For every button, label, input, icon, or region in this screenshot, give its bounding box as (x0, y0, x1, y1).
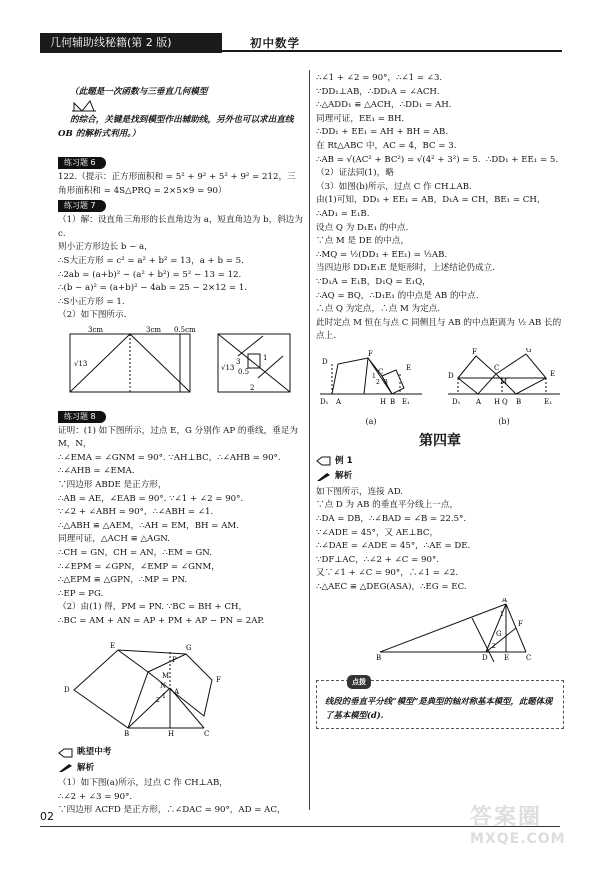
analysis-label: 解析 (335, 471, 353, 482)
exercise-6-text: 122.（提示：正方形面积和 = 5² + 9² + 5² + 9² = 212，三角形面积和 = 4S△PRQ = 2×5×9 = 90） (58, 172, 296, 196)
fig-b-label: G (526, 347, 532, 354)
fig-a-label: A (336, 397, 342, 406)
fig7-label: 1 (263, 354, 268, 362)
fig-b-label: A (476, 397, 482, 406)
fig8-label: 2 (156, 696, 160, 704)
solution-line: ∵∠ADE = 45°，又 AE⊥BC， (316, 527, 439, 538)
ex7-line: ∴(b − a)² = (a+b)² − 4ab = 25 − 2×12 = 1. (58, 283, 248, 294)
fig-c-label: F (518, 619, 523, 628)
pencil-icon (316, 472, 332, 482)
ex7-line: （2）如下图所示. (58, 310, 127, 321)
ex8-line: 证明：(1) 如下图所示，过点 E，G 分别作 AP 的垂线，垂足为 M，N， (58, 425, 301, 450)
fig-a-label: 1 (372, 372, 376, 380)
fig7-label: 3cm (88, 326, 104, 334)
fig-a-label: H (380, 397, 387, 406)
ex8-line: ∴∠EMA = ∠GNM = 90°. ∵AH⊥BC，∴∠AHB = 90°. (58, 452, 281, 463)
proof-line: ∴AQ = BQ，∴D₁E₁ 的中点是 AB 的中点. (316, 290, 479, 301)
fig-a-label: E (406, 363, 412, 372)
fig-b-label: M (500, 377, 508, 386)
page-number: 02 (40, 810, 54, 823)
fig8-label: 1 (162, 692, 166, 700)
proof-line: ∵DD₁⊥AB，∴DD₁A = ∠ACH. (316, 86, 440, 97)
fig8-label: E (110, 641, 116, 650)
watermark (470, 800, 580, 855)
proof-line: 设点 Q 为 D₁E₁ 的中点. (316, 222, 409, 233)
answer-line: ∴∠2 + ∠3 = 90°. (58, 791, 133, 802)
exercise-6-badge: 练习题 6 (58, 157, 106, 169)
exercise-7-badge: 练习题 7 (58, 200, 106, 212)
fig8-label: F (216, 675, 221, 684)
fig8-label: A (174, 687, 180, 696)
fig-b-label: F (472, 347, 477, 356)
tip-tag: 点拨 (347, 675, 371, 689)
section-label-row (58, 746, 304, 760)
fig-c-label: A (502, 597, 508, 604)
exercise-8-solution (58, 425, 304, 629)
example-label-row (316, 455, 564, 469)
fig8-label: M (162, 671, 170, 680)
analysis-label-row (58, 762, 304, 776)
ex8-line: ∴△ABH ≌ △AEM，∴AH = EM，BH = AM. (58, 520, 239, 531)
answer-line: ∵四边形 ACFD 是正方形，∴∠DAC = 90°，AD = AC， (58, 805, 286, 816)
ex8-line: ∴CH = GN，CH = AN，∴EM = GN. (58, 547, 213, 558)
left-column (58, 72, 304, 818)
proof-line: ∵点 M 是 DE 的中点， (316, 236, 410, 247)
fig8-label: P (172, 655, 177, 664)
figure-b-drawing (444, 348, 564, 410)
ex8-line: ∵∠2 + ∠ABH = 90°，∴∠ABH = ∠1. (58, 507, 214, 518)
proof-line: ∴△ADD₁ ≌ △ACH，∴DD₁ = AH. (316, 100, 452, 111)
proof-line: 在 Rt△ABC 中，AC = 4，BC = 3. (316, 140, 457, 151)
figure-a-caption: (a) (365, 417, 377, 427)
fig-c-label: 2 (492, 642, 496, 650)
proof-line: （3）如图(b)所示，过点 C 作 CH⊥AB. (316, 181, 472, 192)
figure-b (444, 348, 564, 429)
fig-c-label: G (496, 629, 502, 638)
proof-line: ∴MQ = ½(DD₁ + EE₁) = ½AB. (316, 249, 448, 260)
fig-b-label: B (516, 397, 522, 406)
header-rule (222, 50, 562, 52)
ex7-line: ∴S大正方形 = c² = a² + b² = 13，a + b = 5. (58, 256, 244, 267)
solution-line: ∵点 D 为 AB 的垂直平分线上一点， (316, 500, 459, 511)
watermark-logo: 答案圈 (470, 805, 543, 830)
page-header (40, 33, 562, 53)
solution-line: 如下图所示，连接 AD. (316, 486, 404, 497)
fig7-label: √13 (221, 364, 235, 372)
intro-text-2: 的综合，关键是找到模型作出辅助线，另外也可以求出直线 OB 的解析式利用。） (58, 115, 297, 139)
fig7-label: 3cm (146, 326, 162, 334)
fig-c-label: C (526, 653, 532, 662)
proof-line: （2）证法同(1)，略 (316, 168, 394, 179)
fig7-label: 3 (236, 358, 241, 366)
proof-line: ∴点 Q 为定点，∴点 M 为定点. (316, 304, 441, 315)
fig7-label: 0.5cm (174, 326, 196, 334)
example-label: 例 1 (335, 455, 353, 466)
proof-line: 此时定点 M 恒在与点 C 同侧且与 AB 的中点距离为 ½ AB 长的点上. (316, 317, 562, 342)
fig-a-label: B (390, 397, 396, 406)
fig8-label: N (160, 681, 167, 690)
ex8-line: ∴BC = AM + AN = AP + PM + AP − PN = 2AP. (58, 615, 265, 626)
figure-a (316, 348, 426, 429)
fig8-label: C (204, 729, 210, 736)
figure-a-drawing (316, 348, 426, 410)
fig-b-label: D (448, 371, 454, 380)
ex8-line: ∴AB = AE，∠EAB = 90°. ∵∠1 + ∠2 = 90°. (58, 493, 244, 504)
fig-b-label: H (494, 397, 501, 406)
subject-title: 初中数学 (250, 36, 300, 50)
solution-line: 又∵∠1 + ∠C = 90°，∴∠1 = ∠2. (316, 568, 459, 579)
ex7-line: ∴2ab = (a+b)² − (a² + b²) = 5² − 13 = 12. (58, 269, 242, 280)
exercise-8-badge: 练习题 8 (58, 411, 106, 423)
figure-b-caption: (b) (498, 417, 510, 427)
fig-b-label: Q (502, 397, 508, 406)
three-perpendicular-model-icon (70, 99, 98, 113)
fig7-label: 0.5 (238, 368, 250, 376)
tip-box (316, 677, 564, 729)
fig-c-label: D (482, 653, 488, 662)
proof-line: 同理可证，EE₁ = BH. (316, 113, 405, 124)
fig-a-label: E₁ (402, 397, 410, 406)
analysis-label-row (316, 470, 564, 484)
watermark-url: MXQE.COM (470, 831, 566, 847)
proof-line: ∴AD₁ = E₁B. (316, 208, 370, 219)
fig-c-label: B (376, 653, 382, 662)
fig-a-label: C (378, 367, 384, 376)
fig-a-label: 2 (376, 378, 380, 386)
ex7-line: （1）解：设直角三角形的长直角边为 a，短直角边为 b，斜边为 c. (58, 215, 306, 239)
proof-line: 当四边形 DD₁E₁E 是矩形时，上述结论仍成立. (316, 263, 495, 274)
fig-c-label: E (504, 653, 510, 662)
solution-line: ∴∠DAE = ∠ADE = 45°，∴AE = DE. (316, 541, 471, 552)
right-column (316, 72, 564, 729)
chapter-title: 第四章 (419, 433, 461, 450)
solution-line: ∴DA = DB，∴∠BAD = ∠B = 22.5°. (316, 514, 467, 525)
proof-line: ∴AB = √(AC² + BC²) = √(4² + 3²) = 5. ∴DD₁ + EE₁ = 5. (316, 154, 559, 165)
section-label: 眺望中考 (77, 747, 112, 758)
ex8-line: ∴EP = PG. (58, 588, 104, 599)
pointing-hand-icon (316, 456, 332, 466)
ex8-line: ∵四边形 ABDE 是正方形， (58, 479, 167, 490)
fig8-label: D (64, 685, 70, 694)
exercise-7-solution (58, 214, 304, 323)
proof-line: ∵D₁A = E₁B，D₁Q = E₁Q， (316, 276, 431, 287)
proof-line: 由(1)可知，DD₁ + EE₁ = AB，D₁A = CH，BE₁ = CH， (316, 195, 546, 206)
exercise-7-figure (58, 326, 302, 400)
ex8-line: ∴∠AHB = ∠EMA. (58, 466, 135, 477)
fig-a-label: D₁ (320, 397, 329, 406)
ex7-line: 则小正方形边长 b − a， (58, 242, 153, 253)
fig-a-label: F (368, 349, 373, 358)
fig7-label: √13 (74, 360, 88, 368)
ex7-line: ∴S小正方形 = 1. (58, 296, 125, 307)
figures-ab (316, 348, 564, 429)
ex8-line: 同理可证，△ACH ≌ △AGN. (58, 534, 170, 545)
fig-b-label: E (550, 369, 556, 378)
example-1-figure (376, 598, 536, 662)
tip-text: 线段的垂直平分线“模型”是典型的轴对称基本模型，此题体现了基本模型(d). (325, 696, 553, 720)
ex8-line: ∴∠EPM = ∠GPN，∠EMP = ∠GNM， (58, 561, 220, 572)
ex8-line: ∴△EPM ≌ △GPN，∴MP = PN. (58, 575, 188, 586)
fig-b-label: D₁ (452, 397, 461, 406)
fig-a-label: D (322, 357, 328, 366)
fig8-label: H (168, 729, 175, 736)
answer-line: （1）如下图(a)所示，过点 C 作 CH⊥AB， (58, 778, 228, 789)
intro-text: （此题是一次函数与三垂直几何模型 (69, 86, 208, 97)
proof-line: ∴DD₁ + EE₁ = AH + BH = AB. (316, 127, 449, 138)
proof-line: ∴∠1 + ∠2 = 90°，∴∠1 = ∠3. (316, 73, 443, 83)
analysis-label: 解析 (77, 762, 95, 773)
pointing-hand-icon (58, 748, 74, 758)
book-title: 几何辅助线秘籍(第 2 版) (40, 33, 222, 53)
fig-a-label: 3 (384, 378, 388, 386)
column-divider (309, 70, 310, 810)
fig8-label: B (124, 729, 130, 736)
fig-b-label: C (494, 363, 500, 372)
solution-line: ∴△AEC ≌ △DEG(ASA)，∴EG = EC. (316, 582, 467, 592)
ex8-line: （2）由(1) 得，PM = PN. ∵BC = BH + CH， (58, 602, 248, 613)
fig7-label: 2 (250, 384, 255, 392)
exercise-8-figure (58, 632, 302, 736)
solution-line: ∵DF⊥AC，∴∠2 + ∠C = 90°. (316, 554, 439, 565)
fig8-label: G (186, 643, 192, 652)
intro-note (58, 72, 304, 155)
fig-b-label: E₁ (544, 397, 552, 406)
pencil-icon (58, 763, 74, 773)
fig-c-label: 1 (500, 610, 504, 618)
